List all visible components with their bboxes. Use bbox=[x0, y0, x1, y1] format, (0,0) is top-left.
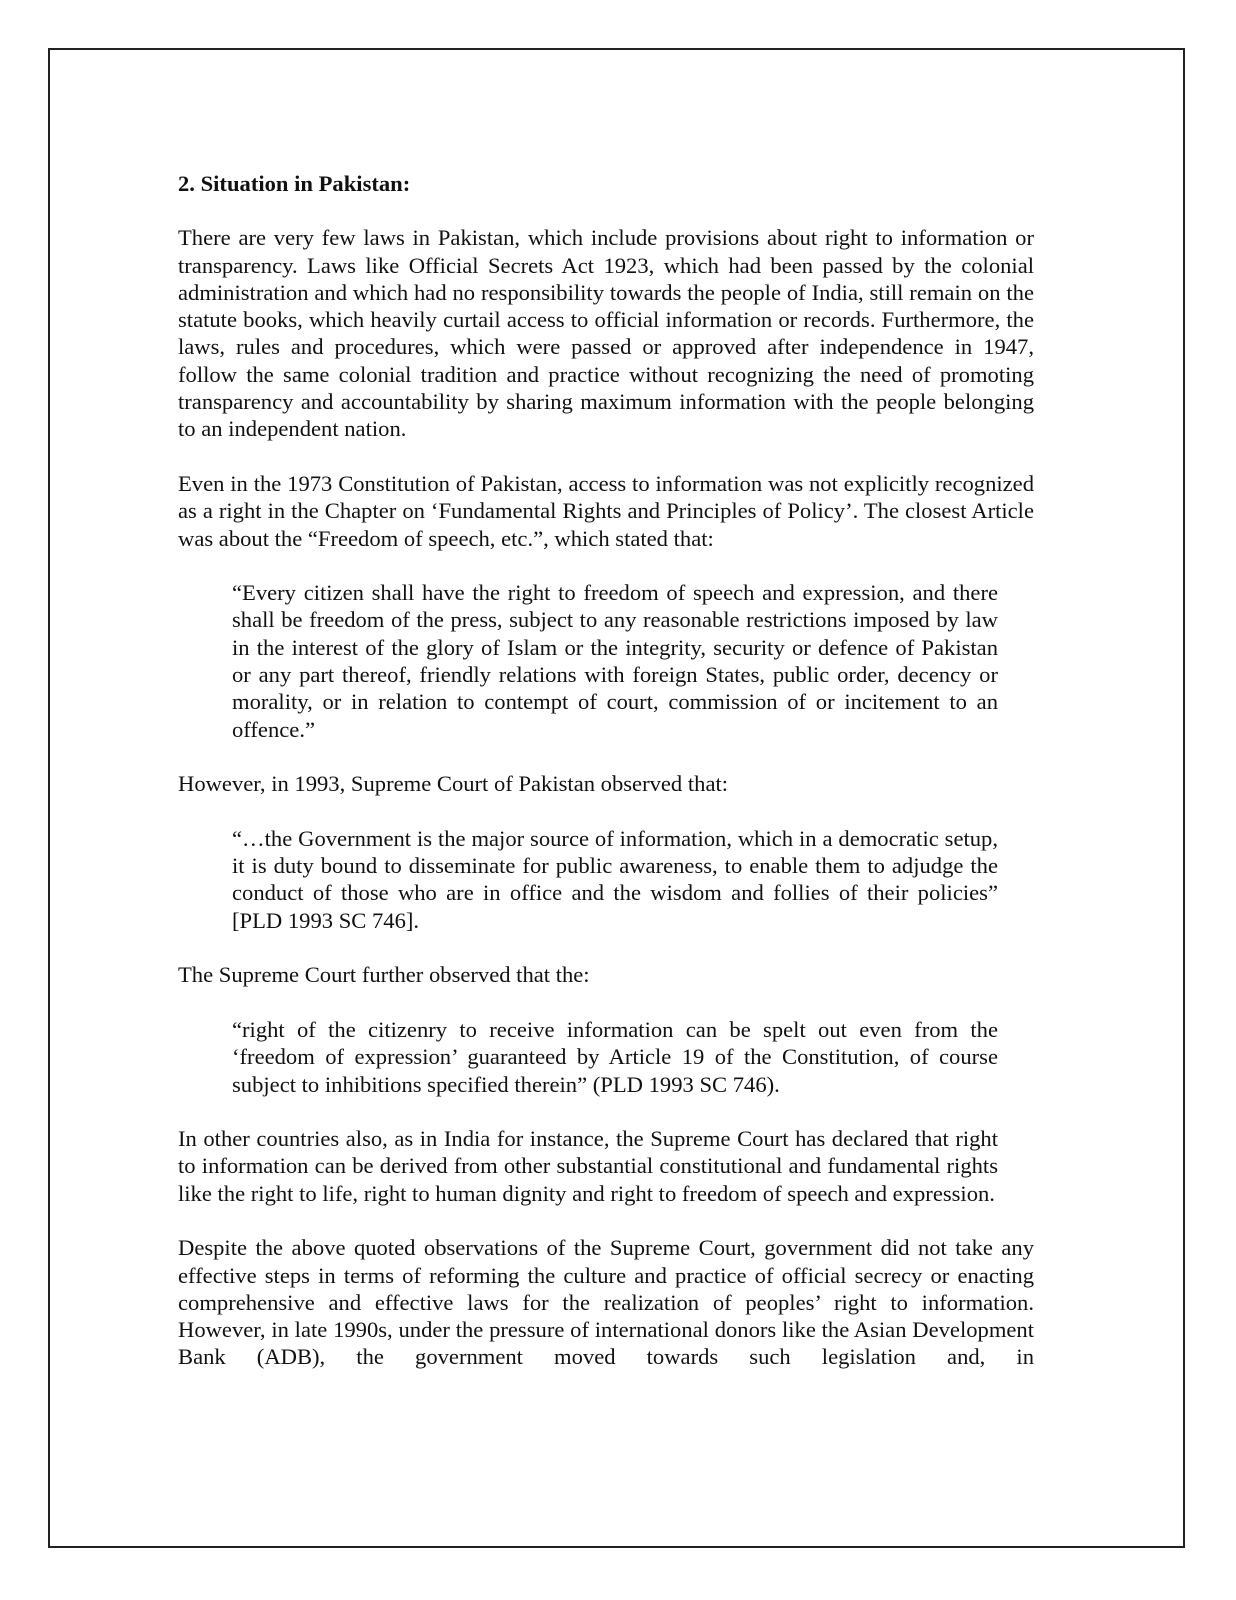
paragraph-constitution: Even in the 1973 Constitution of Pakistan, access to information was not explicitly recognized as a right in the Chapter on ‘Fundamental Rights and Principles of Policy’. The closest Article was about the “Freedom of speech, etc.”, which stated that: bbox=[178, 470, 1034, 551]
section-heading: 2. Situation in Pakistan: bbox=[178, 171, 411, 196]
paragraph-supreme-court-1993: However, in 1993, Supreme Court of Pakistan observed that: bbox=[178, 771, 729, 797]
paragraph-further-observed: The Supreme Court further observed that the: bbox=[178, 962, 590, 988]
paragraph-despite: Despite the above quoted observations of the Supreme Court, government did not take any effective steps in terms of reforming the culture and practice of official secrecy or enacting comprehensive and effective laws for the realization of peoples’ right to information. However, in late 1990s, under the pressure of international donors like the Asian Development Bank (ADB), the government moved towards such legislation and, in bbox=[178, 1235, 1034, 1370]
quote-government-source: “…the Government is the major source of information, which in a democratic setup, it is duty bound to disseminate for public awareness, to enable them to adjudge the conduct of those who are in office and the wisdom and follies of their policies” [PLD 1993 SC 746]. bbox=[232, 825, 998, 933]
quote-right-of-citizenry: “right of the citizenry to receive information can be spelt out even from the ‘freedom of expression’ guaranteed by Article 19 of the Constitution, of course subject to inhibitions specified therein” (PLD 1993 SC 746). bbox=[232, 1016, 998, 1097]
quote-freedom-of-speech: “Every citizen shall have the right to freedom of speech and expression, and there shall be freedom of the press, subject to any reasonable restrictions imposed by law in the interest of the glory of Islam or the integrity, security or defence of Pakistan or any part thereof, friendly relations with foreign States, public order, decency or morality, or in relation to contempt of court, commission of or incitement to an offence.” bbox=[232, 580, 998, 742]
paragraph-laws: There are very few laws in Pakistan, which include provisions about right to information or transparency. Laws like Official Secrets Act 1923, which had been passed by the colonial administration and which had no responsibility towards the people of India, still remain on the statute books, which heavily curtail access to official information or records. Furthermore, the laws, rules and procedures, which were passed or approved after independence in 1947, follow the same colonial tradition and practice without recognizing the need of promoting transparency and accountability by sharing maximum information with the people belonging to an independent nation. bbox=[178, 225, 1034, 442]
document-body bbox=[178, 170, 1034, 1398]
paragraph-other-countries: In other countries also, as in India for instance, the Supreme Court has declared that right to information can be derived from other substantial constitutional and fundamental rights like the right to life, right to human dignity and right to freedom of speech and expression. bbox=[178, 1126, 998, 1206]
